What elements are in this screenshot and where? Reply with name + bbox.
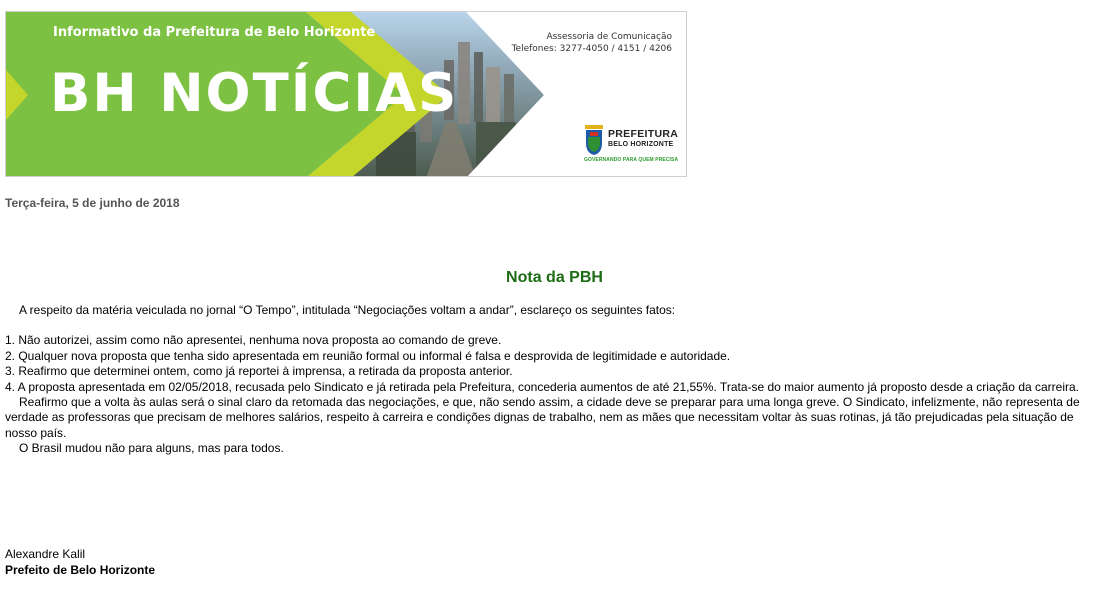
banner-kicker: Informativo da Prefeitura de Belo Horizonte xyxy=(53,25,376,40)
paragraph-strike-statement: Reafirmo que a volta às aulas será o sinal claro da retomada das negociações, e que, não sendo assim, a cidade deve se preparar para uma longa greve. O Sindicato, infelizmente, não representa de verdade as professoras que precisam de melhores salários, respeito à carreira e condições dignas de trabalho, nem as mães que necessitam voltar às suas rotinas, já tão prejudicadas pela situação de nosso país. xyxy=(5,395,1080,440)
logo-city-name: BELO HORIZONTE xyxy=(608,141,674,148)
fact-item: 4. A proposta apresentada em 02/05/2018, recusada pelo Sindicato e já retirada pela Prefeitura, concederia aumentos de até 21,55%. Trata-se do maior aumento já proposto desde a criação da carreira. xyxy=(5,379,1080,394)
note-title: Nota da PBH xyxy=(506,269,603,286)
intro-paragraph: A respeito da matéria veiculada no jornal “O Tempo”, intitulada “Negociações voltam a andar”, esclareço os seguintes fatos: xyxy=(19,303,676,317)
note-body xyxy=(5,303,1095,457)
fact-item: 3. Reafirmo que determinei ontem, como já reportei à imprensa, a retirada da proposta anterior. xyxy=(5,364,513,379)
signer-name: Alexandre Kalil xyxy=(5,547,86,561)
banner-contact xyxy=(512,31,672,55)
logo-prefeitura: PREFEITURA xyxy=(608,128,679,140)
fact-item: 1. Não autorizei, assim como não apresentei, nenhuma nova proposta ao comando de greve. xyxy=(5,333,502,348)
coat-of-arms-icon xyxy=(584,125,604,155)
facts-list xyxy=(5,333,1095,395)
contact-phones: Telefones: 3277-4050 / 4151 / 4206 xyxy=(511,44,672,54)
paragraph-closing: O Brasil mudou não para alguns, mas para todos. xyxy=(19,441,284,456)
newsletter-banner xyxy=(5,11,687,177)
pbh-logo xyxy=(584,125,684,169)
signer-role: Prefeito de Belo Horizonte xyxy=(5,562,156,577)
publication-date: Terça-feira, 5 de junho de 2018 xyxy=(5,196,180,210)
contact-department: Assessoria de Comunicação xyxy=(546,32,672,42)
signature-block xyxy=(5,547,155,578)
logo-tagline: GOVERNANDO PARA QUEM PRECISA xyxy=(584,157,679,163)
fact-item: 2. Qualquer nova proposta que tenha sido apresentada em reunião formal ou informal é falsa e desprovida de legitimidade e autoridade. xyxy=(5,348,731,363)
banner-brand-title: BH NOTÍCIAS xyxy=(50,63,459,124)
